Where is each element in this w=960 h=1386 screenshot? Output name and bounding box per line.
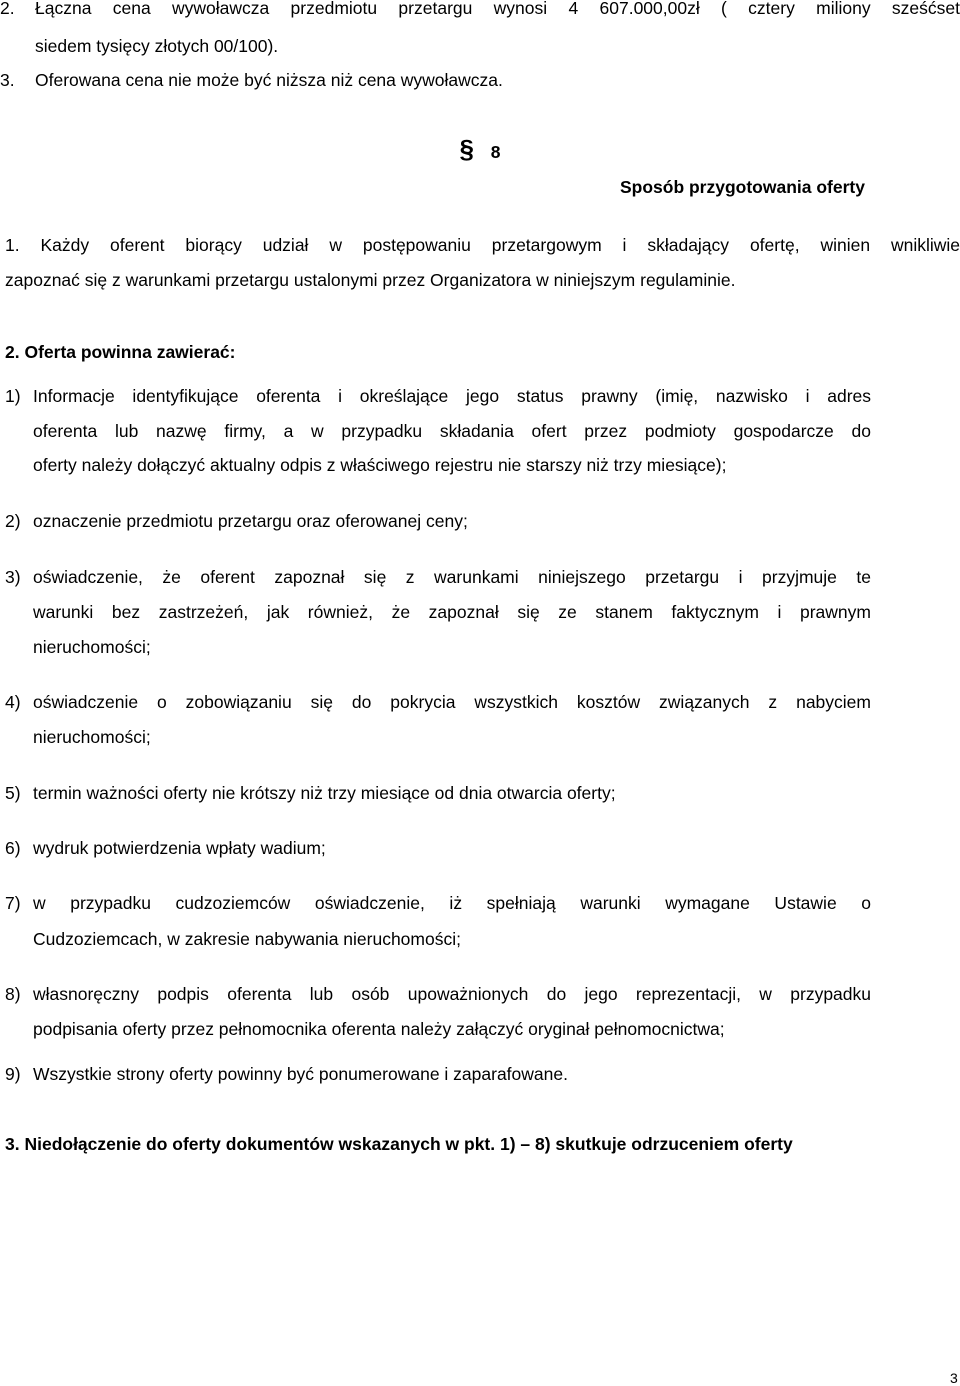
list-item-line: Cudzoziemcach, w zakresie nabywania nieruchomości;	[33, 929, 461, 949]
section-heading	[0, 134, 960, 165]
point-1-line: 1. Każdy oferent biorący udział w postępowaniu przetargowym i składający ofertę, winien wnikliwie	[5, 235, 960, 255]
list-item-line: oferty należy dołączyć aktualny odpis z właściwego rejestru nie starszy niż trzy miesiące);	[33, 455, 727, 475]
section-title-text: Sposób przygotowania oferty	[619, 177, 865, 197]
list-item-line: nieruchomości;	[33, 727, 151, 747]
list-item-number: 5)	[5, 783, 21, 803]
list-item-number: 2)	[5, 511, 21, 531]
page-number: 3	[950, 1370, 958, 1386]
section-number: 8	[490, 142, 501, 162]
list-item-line: Wszystkie strony oferty powinny być ponumerowane i zaparafowane.	[33, 1064, 568, 1084]
list-item-number: 4)	[5, 692, 21, 712]
point-1-line: zapoznać się z warunkami przetargu ustalonymi przez Organizatora w niniejszym regulaminie.	[5, 270, 736, 290]
price-item-number: 3.	[0, 70, 15, 90]
section-title	[0, 177, 865, 198]
list-item-line: oświadczenie o zobowiązaniu się do pokrycia wszystkich kosztów związanych z nabyciem	[33, 692, 871, 712]
price-item-text-line: Łączna cena wywoławcza przedmiotu przetargu wynosi 4 607.000,00zł ( cztery miliony sześćset	[35, 0, 960, 18]
list-item-number: 7)	[5, 893, 21, 913]
list-item-line: nieruchomości;	[33, 637, 151, 657]
list-item-line: podpisania oferty przez pełnomocnika oferenta należy załączyć oryginał pełnomocnictwa;	[33, 1019, 725, 1039]
list-item-line: wydruk potwierdzenia wpłaty wadium;	[33, 838, 326, 858]
price-item-text-line: Oferowana cena nie może być niższa niż cena wywoławcza.	[35, 70, 503, 90]
point-3-text: 3. Niedołączenie do oferty dokumentów wskazanych w pkt. 1) – 8) skutkuje odrzuceniem oferty	[5, 1134, 793, 1154]
point-2-heading: 2. Oferta powinna zawierać:	[5, 342, 236, 362]
list-item-number: 8)	[5, 984, 21, 1004]
list-item-number: 1)	[5, 386, 21, 406]
list-item-line: termin ważności oferty nie krótszy niż trzy miesiące od dnia otwarcia oferty;	[33, 783, 616, 803]
list-item-number: 9)	[5, 1064, 21, 1084]
section-sign: §	[459, 134, 474, 164]
list-item-line: warunki bez zastrzeżeń, jak również, że zapoznał się ze stanem faktycznym i prawnym	[33, 602, 871, 622]
list-item-line: oferenta lub nazwę firmy, a w przypadku składania ofert przez podmioty gospodarcze do	[33, 421, 871, 441]
list-item-number: 6)	[5, 838, 21, 858]
list-item-line: oznaczenie przedmiotu przetargu oraz oferowanej ceny;	[33, 511, 468, 531]
price-item-number: 2.	[0, 0, 15, 18]
list-item-line: własnoręczny podpis oferenta lub osób upoważnionych do jego reprezentacji, w przypadku	[33, 984, 871, 1004]
list-item-line: oświadczenie, że oferent zapoznał się z warunkami niniejszego przetargu i przyjmuje te	[33, 567, 871, 587]
list-item-line: Informacje identyfikujące oferenta i określające jego status prawny (imię, nazwisko i adres	[33, 386, 871, 406]
list-item-line: w przypadku cudzoziemców oświadczenie, iż spełniają warunki wymagane Ustawie o	[33, 893, 871, 913]
price-item-text-line: siedem tysięcy złotych 00/100).	[35, 36, 279, 56]
list-item-number: 3)	[5, 567, 21, 587]
